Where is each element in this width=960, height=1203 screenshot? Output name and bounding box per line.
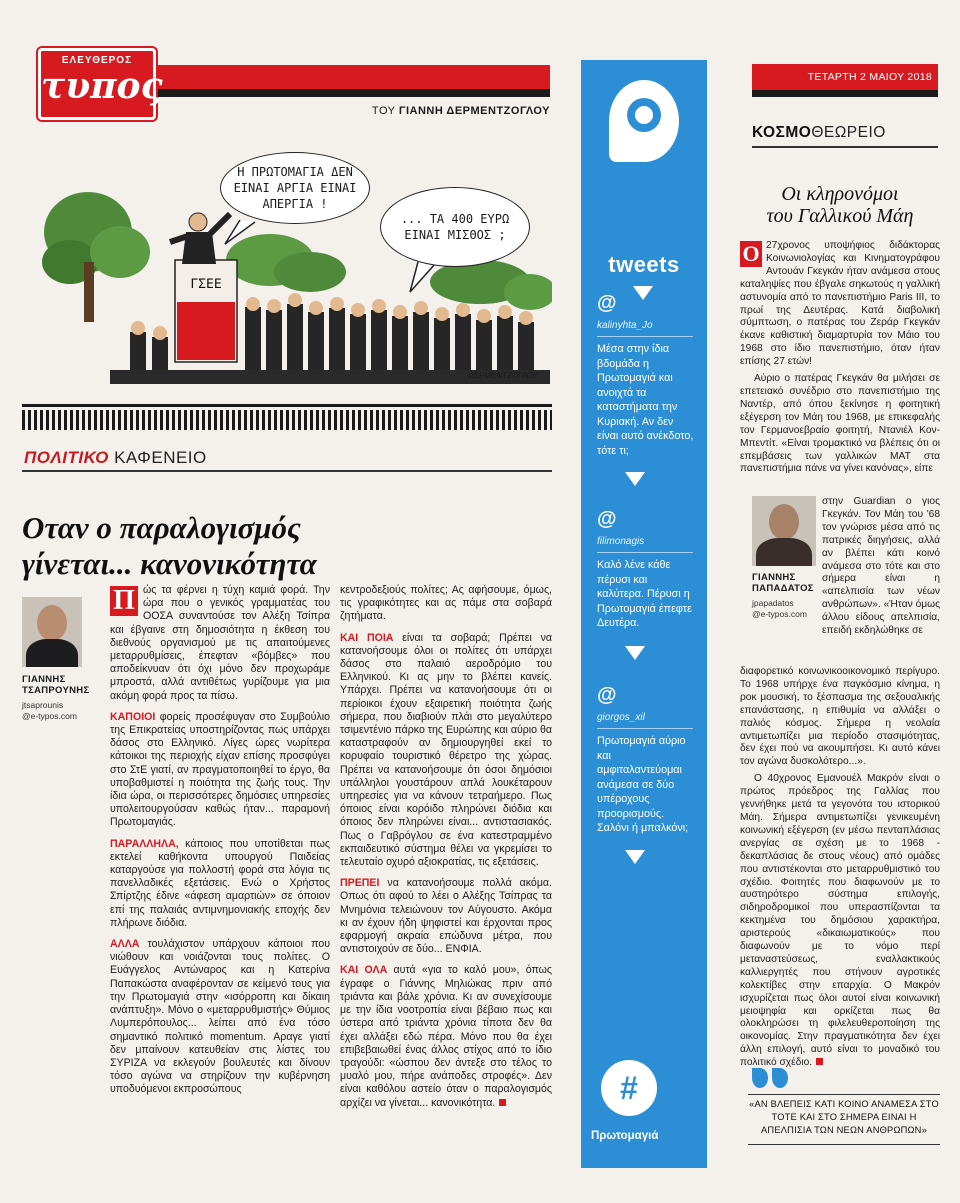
- headline-line-2: γίνεται... κανονικότητα: [22, 546, 317, 581]
- masthead-red-bar: [110, 65, 550, 89]
- quote-marks-icon: [752, 1068, 790, 1088]
- masthead-black-bar: [130, 89, 550, 97]
- paragraph-6: ΠΡΕΠΕΙ να κατανοήσουμε πολλά ακόμα. Οπως ότι αφού το λέει ο Αλέξης Τσίπρας τα Μνημόνια τελειώνουν τον Αύγουστο. Ακόμα κι αν έχουν ήδη ψηφιστεί και έρχονται προς εφαρμογή ακραία επώδυνα μέτρα, που αντιστοιχούν σε δύο... ΕΝΦΙΑ.: [340, 877, 552, 956]
- tweets-column: [581, 60, 707, 1168]
- right-paragraph-2-rest: διαφορετικό κοινωνικοοικονομικό περίγυρο. Το 1968 υπήρχε ένα παγκόσμιο κίνημα, η ροκ μουσική, το ξέσπασμα της σεξουαλικής επανάστασης, η επιθυμία να αλλάξει ο παλιός κόσμος. Σήμερα η νεολαία αντιμετωπίζει μια περίοδο στασιμότητας, δεν έχει πού να ακουμπήσει. Κι αυτό κάνει τον αγώνα δυσκολότερο...».: [740, 666, 940, 768]
- right-paragraph-3: Ο 40χρονος Εμανουέλ Μακρόν είναι ο πρώτος πρόεδρος της Γαλλίας που γεννήθηκε μετά τα γεγονότα του ιστορικού Μάη. Σήμερα αντιμετωπίζει γενικευμένη κοινωνική εξέγερση (εν μέσω πενταπλάσιας ανεργίας σε σχέση με το 1968 - δεκαπλάσιας δε στους νέους) από ομάδες που αντιστέκονται στο μεταρρυθμιστικό του σχέδιο. Φοιτητές που διαφωνούν με το αυστηρότερο σύστημα επιλογής, σιδηροδρομικοί που υπερασπίζονται τα κεκτημένα του δημόσιου χαρακτήρα, αριστερούς «δικαιωματικούς» που διαφωνούν με το νόμο περί μεταναστεύσεως, εναλλακτικούς καλλιεργητές που στήνουν αγροτικές κολεκτίβες στην επαρχία. Ο Μακρόν ισχυρίζεται πως όλοι αυτοί είναι κοινωνική μειοψηφία και ορκίζεται πως θα ολοκληρώσει τη φιλελευθεροποίηση της οικονομίας. Στην πραγματικότητα δεν έχει άλλη επιλογή, αυτό είναι το μοναδικό του πολιτικό σχέδιο.: [740, 773, 940, 1069]
- right-article-top: [740, 240, 940, 480]
- podium-label: ΓΣΕΕ: [190, 277, 222, 292]
- logo-big-text: τυπος: [41, 65, 163, 107]
- date-black-bar: [752, 90, 938, 97]
- columnist-name: [22, 674, 89, 696]
- columnist-first-name: ΓΙΑΝΝΗΣ: [22, 674, 66, 685]
- cartoon-signature: ΔΕΡΜΕΝΤΖΟΓΛΟΥ: [468, 371, 538, 380]
- tweets-title: tweets: [608, 252, 680, 277]
- section-accent: ΠΟΛΙΤΙΚΟ: [24, 448, 109, 467]
- political-cartoon: [40, 132, 552, 400]
- tweet-3-at-icon: @: [597, 684, 617, 706]
- paragraph-3: ΠΑΡΑΛΛΗΛΑ, κάποιος που υποτίθεται πως εκτελεί καθήκοντα υπουργού Παιδείας καταργούσε για πολλοστή φορά στα λόγια τις πανελλαδικές εξετάσεις. Ενώ ο Χρήστος Σπίρτζης έδινε «άφεση αμαρτιών» σε όποιον επί της παλαιάς αντιμνημονιακής εποχής δεν πλήρωνε διόδια.: [110, 837, 330, 929]
- columnist-handle: jtsaprounis: [22, 700, 64, 710]
- right-author-name: ΓΙΑΝΝΗΣ ΠΑΠΑΔΑΤΟΣ: [752, 572, 814, 594]
- author-prefix: ΤΟΥ: [371, 105, 399, 117]
- eleftheros-typos-logo: [38, 48, 163, 120]
- tweet-2-handle: filimonagis: [597, 536, 645, 547]
- right-article-bottom: [740, 666, 940, 1074]
- article-column-2: [340, 584, 552, 1118]
- pull-quote: «ΑΝ ΒΛΕΠΕΙΣ ΚΑΤΙ ΚΟΙΝΟ ΑΝΑΜΕΣΑ ΣΤΟ ΤΟΤΕ ΚΑΙ ΣΤΟ ΣΗΜΕΡΑ ΕΙΝΑΙ Η ΑΠΕΛΠΙΣΙΑ ΤΩΝ ΝΕΩΝ ΑΝΘΡΩΠΩΝ»: [749, 1099, 939, 1135]
- right-author-photo: [752, 496, 816, 566]
- right-end-mark: [816, 1058, 823, 1065]
- paragraph-1: Π ώς τα φέρνει η τύχη καμιά φορά. Την ώρα που ο γενικός γραμματέας του ΟΟΣΑ συναντούσε τον Αλέξη Τσίπρα και έβγαινε στη δημοσιότητα η έκθεση του διεθνούς οργανισμού με τις απαιτούμενες μεταρρυθμίσεις, έπεφταν «βόμβες» που αποδείκνυαν ότι όχι μόνο δεν προχωράμε μπροστά, αλλά αντιθέτως γυρίζουμε για μια ακόμη φορά προς τα πίσω.: [110, 584, 330, 702]
- cartoon-bottom-rule: [22, 404, 552, 407]
- columnist-email: @e-typos.com: [22, 711, 77, 721]
- columnist-last-name: ΤΣΑΠΡΟΥΝΗΣ: [22, 685, 90, 696]
- tweet-2-text: Καλό λένε κάθε πέρυσι και καλύτερα. Πέρυσι η Πρωτομαγιά έπεφτε Δευτέρα.: [597, 559, 692, 629]
- article-column-1: [110, 584, 330, 1105]
- section-label: [24, 448, 207, 468]
- columnist-photo: [22, 597, 82, 667]
- paragraph-5: ΚΑΙ ΠΟΙΑ είναι τα σοβαρά; Πρέπει να κατανοήσουμε όλοι οι πολίτες ότι υπάρχει δάσος στο παλαιό αεροδρόμιο του Ελληνικού. Κι ας μην το βλέπει κανείς. Υπάρχει. Πρέπει να κατανοήσουμε ότι οι περίοικοι έχουν εξαιρετική ποιότητα ζωής σήμερα, που διαβιούν πλάι στο μεγαλύτερο τσιμεντένιο πάρκο της Ευρώπης και αύριο θα καταστραφούν αν δημιουργηθεί εκεί το κορυφαίο τουριστικό θέρετρο της χώρας. Πρέπει να κατανοήσουμε ότι όσοι δημόσιοι υπάλληλοι γουστάρουν απλά λουκέταρουν υπηρεσίες για να κάνουν τετραήμερο. Πως όποιος είναι κορόιδο πληρώνει διόδια και όποιος δεν πληρώνει είναι... αντιστασιακός. Πως ο Γαβρόγλου σε ένα κατεστραμμένο εκπαιδευτικό σύστημα θέλει να γκρεμίσει το τελευταίο οχυρό αξιοκρατίας, τις εξετάσεις.: [340, 631, 552, 869]
- right-author-contact: jpapadatos @e-typos.com: [752, 598, 807, 619]
- tweet-3-text: Πρωτομαγιά αύριο και αμφιταλαντεύομαι ανάμεσα σε δύο υπέροχους προορισμούς. Σαλόνι ή μπαλκόνι;: [597, 735, 689, 834]
- tweet-3-handle: giorgos_xil: [597, 712, 645, 723]
- speech-bubble-1: Η ΠΡΩΤΟΜΑΓΙΑ ΔΕΝ ΕΙΝΑΙ ΑΡΓΙΑ ΕΙΝΑΙ ΑΠΕΡΓΙΑ !: [220, 152, 370, 224]
- section-rest: ΚΑΦΕΝΕΙΟ: [108, 448, 207, 467]
- paragraph-7: ΚΑΙ ΟΛΑ αυτά «για το καλό μου», όπως έγραφε ο Γιάννης Μηλιώκας πριν από τριάντα και βάλε χρόνια. Κι αν συνεχίσουμε με την ίδια νοοτροπία είναι βέβαιο πως και ύστερα από τριάντα χρόνια τίποτα δεν θα έχει αλλάξει εδώ πέρα. Μόνο που θα έχει επιβεβαιωθεί ένας άλλος στίχος από το ίδιο τραγούδι: «ώσπου δεν άντεξε στο τέλος το μυαλό μου, πήρε ανάποδες στροφές». Δεν είναι καθόλου αστείο όταν ο παραλογισμός αρχίζει να γίνεται... κανονικότητα.: [340, 964, 552, 1109]
- decorative-stripe: [22, 410, 552, 430]
- right-paragraph-1: Ο 27χρονος υποψήφιος διδάκτορας Κοινωνιολογίας και Κινηματογράφου Αντουάν Γκεγκάν ήταν ανάμεσα στους καταληψίες που έβγαλε σηκωτούς η γαλλική αστυνομία από το πανεπιστήμιο Paris III, το πρωί της Δευτέρας. Κατά διαβολική σύμπτωση, ο πατέρας του Ζεράρ Γκεγκάν έκανε καθιστική διαμαρτυρία τον Μάιο του 1968 στο ίδιο πανεπιστήμιο, όταν ήταν επίσης 27 ετών!: [740, 240, 940, 368]
- kosmotheoreio-label: ΚΟΣΜΟΘΕΩΡΕΙΟ: [752, 124, 886, 141]
- logo-small-text: ΕΛΕΥΘΕΡΟΣ: [61, 55, 133, 66]
- issue-date: ΤΕΤΑΡΤΗ 2 ΜΑΙΟΥ 2018: [752, 64, 938, 90]
- columnist-contact: [22, 700, 77, 722]
- hashtag-label: Πρωτομαγιά: [591, 1130, 659, 1142]
- paragraph-2: ΚΑΠΟΙΟΙ φορείς προσέφυγαν στο Συμβούλιο της Επικρατείας υποστηρίζοντας πως υπάρχει δάσος στο Ελληνικό. Λίγες ώρες νωρίτερα κάτοικοι της περιοχής είχαν επίσης προσφύγει στο ΣτΕ γιατί, αν πραγματοποιηθεί το έργο, θα υποβαθμιστεί η ποιότητα της ζωής τους. Την ίδια ώρα, οι περισσότερες δημόσιες υπηρεσίες υπολειτουργούσαν καθώς ήταν... παραμονή Πρωτομαγιάς.: [110, 710, 330, 829]
- tweets-pointer-icon: [633, 286, 653, 300]
- right-dropcap: Ο: [740, 241, 762, 267]
- cartoon-author: [300, 105, 550, 117]
- tweet-2-at-icon: @: [597, 508, 617, 530]
- kosmotheoreio-underline: [752, 146, 938, 148]
- end-mark: [499, 1099, 506, 1106]
- right-headline: Οι κληρονόμοι του Γαλλικού Μάη: [766, 183, 914, 227]
- right-paragraph-2: Αύριο ο πατέρας Γκεγκάν θα μιλήσει σε επετειακό συνέδριο στο πανεπιστήμιο της Ναντέρ, από όπου ξεκίνησε η φοιτητική εξέγερση τον Μάη του 1968, με επικεφαλής τον Γερμανοεβραίο φοιτητή, Ντανιέλ Κον-Μπεντίτ. «Είναι τρομακτικό να βλέπεις ότι οι επεμβάσεις των γαλλικών ΜΑΤ στα πανεπιστήμια πάνε να γίνει κανόνας», είπε: [740, 373, 940, 475]
- right-article-narrow: στην Guardian ο γιος Γκεγκάν. Τον Μάη του '68 τον γνώρισε μέσα από τις πατρικές διηγήσεις, αλλά αν βλέπει κάτι κοινό ανάμεσα στο τότε και στο σήμερα είναι η «απελπισία των νέων ανθρώπων». «Ήταν όμως άλλου είδους απελπισία, επειδή εκδηλώθηκε σε: [822, 496, 940, 637]
- hashtag-icon: #: [601, 1060, 657, 1116]
- paragraph-4: ΑΛΛΑ τουλάχιστον υπάρχουν κάποιοι που νιώθουν και νοιάζονται τους πολίτες. Ο Ευάγγελος Αντώναρος και η Κατερίνα Παπακώστα αναφέρονταν σε κείμενό τους για την Πρωτομαγιά στην «ισόρροπη και δίκαιη ανάπτυξη». Μόνο ο «μεταρρυθμιστής» Θύμιος Λυμπερόπουλος... λείπει από ένα τόσο σημαντικό πολιτικό momentum. Αραγε γιατί δεν μπαίνουν κατευθείαν στις λίστες του ΣΥΡΙΖΑ να εκλεγούν βουλευτές και δίνουν τόσο αγώνα να στηρίζουν την κυβέρνηση υποδυόμενοι εκπροσώπους: [110, 938, 330, 1096]
- author-name: ΓΙΑΝΝΗ ΔΕΡΜΕΝΤΖΟΓΛΟΥ: [398, 105, 550, 117]
- headline-line-1: Οταν ο παραλογισμός: [22, 510, 301, 545]
- dropcap: Π: [110, 586, 138, 616]
- article-headline: [22, 510, 562, 582]
- tweet-1-text: Μέσα στην ίδια βδομάδα η Πρωτομαγιά και ανοιχτά τα καταστήματα την Κυριακή. Αν δεν είναι αυτό ανέκδοτο, τότε τι;: [597, 343, 694, 457]
- tweet-1-handle: kalinyhta_Jo: [597, 320, 653, 331]
- speech-bubble-2: ... ΤΑ 400 ΕΥΡΩ ΕΙΝΑΙ ΜΙΣΘΟΣ ;: [380, 187, 530, 267]
- paragraph-4-continued: κεντροδεξιούς πολίτες; Ας αφήσουμε, όμως, τις γραφικότητες και ας πάμε στα σοβαρά ζητήματα.: [340, 584, 552, 623]
- tweet-1-at-icon: @: [597, 292, 617, 314]
- section-underline: [22, 470, 552, 472]
